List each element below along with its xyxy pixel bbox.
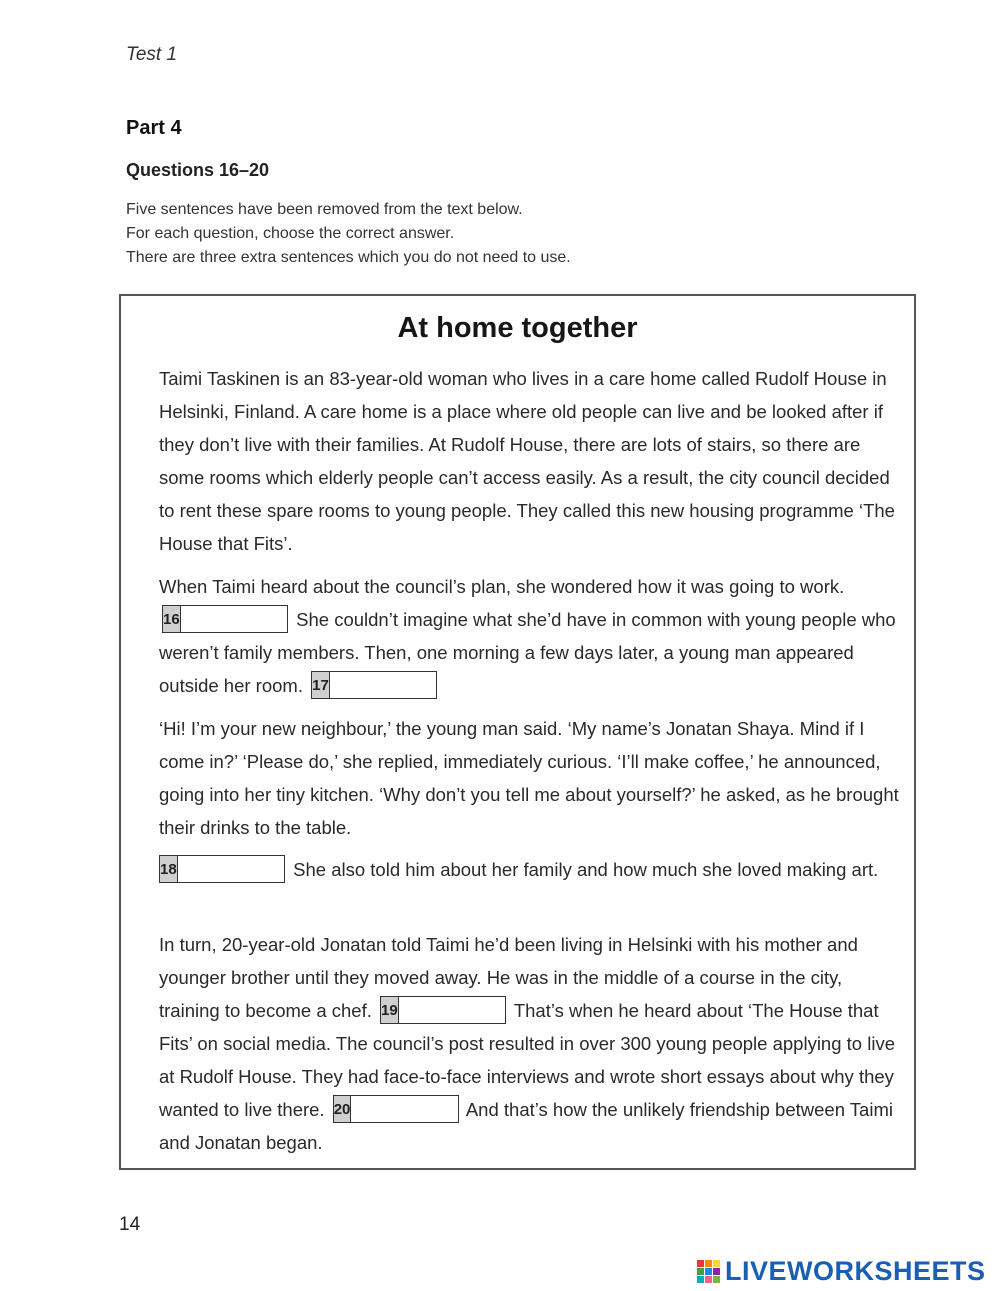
liveworksheets-logo-icon [697, 1260, 720, 1283]
questions-title: Questions 16–20 [126, 160, 270, 180]
paragraph-5-text: And that’s how the unlikely friendship between Taimi and Jonatan began. [159, 1099, 893, 1153]
article-title: At home together [397, 312, 638, 344]
logo-square [697, 1276, 704, 1283]
paragraph-2 [159, 570, 904, 702]
gap-number: 18 [160, 856, 178, 882]
test-label: Test 1 [126, 44, 178, 65]
logo-square [713, 1268, 720, 1275]
paragraph-5-text: In turn, 20-year-old Jonatan told Taimi he’d been living in Helsinki with his mother and younger brother until they moved away. He was in the middle of a course in the city, training to become a chef. [159, 934, 858, 1021]
instruction-line: There are three extra sentences which you do not need to use. [126, 249, 571, 266]
brand-text: LIVEWORKSHEETS [725, 1256, 986, 1286]
instructions [126, 198, 571, 270]
logo-square [713, 1276, 720, 1283]
paragraph-1: Taimi Taskinen is an 83-year-old woman who lives in a care home called Rudolf House in Helsinki, Finland. A care home is a place where old people can live and be looked after if they don’t live with their families. At Rudolf House, there are lots of stairs, so there are some rooms which elderly people can’t access easily. As a result, the city council decided to rent these spare rooms to young people. They called this new housing programme ‘The House that Fits’. [159, 368, 895, 554]
paragraph-3: ‘Hi! I’m your new neighbour,’ the young man said. ‘My name’s Jonatan Shaya. Mind if I come in?’ ‘Please do,’ she replied, immediately curious. ‘I’ll make coffee,’ he announced, going into her tiny kitchen. ‘Why don’t you tell me about yourself?’ he asked, as he brought their drinks to the table. [159, 718, 899, 838]
logo-square [697, 1260, 704, 1267]
logo-square [705, 1276, 712, 1283]
logo-square [705, 1260, 712, 1267]
gap-17-answer-input[interactable] [330, 672, 511, 700]
instruction-line: Five sentences have been removed from the text below. [126, 201, 523, 218]
paragraph-4-text: She also told him about her family and how much she loved making art. [293, 859, 879, 880]
paragraph-4 [159, 853, 904, 886]
gap-17[interactable] [311, 671, 437, 699]
gap-number: 20 [334, 1096, 352, 1122]
paragraph-2-text: When Taimi heard about the council’s plan, she wondered how it was going to work. [159, 576, 845, 597]
gap-16[interactable] [162, 605, 288, 633]
gap-20[interactable] [333, 1095, 459, 1123]
logo-square [705, 1268, 712, 1275]
article-box [119, 294, 916, 1170]
gap-18[interactable] [159, 855, 285, 883]
gap-number: 19 [381, 997, 399, 1023]
part-title: Part 4 [126, 117, 182, 139]
paragraph-2-text: She couldn’t imagine what she’d have in common with young people who weren’t family members. Then, one morning a few days later, a young man appeared outside her room. [159, 609, 896, 696]
logo-square [697, 1268, 704, 1275]
gap-number: 16 [163, 606, 181, 632]
page-number: 14 [119, 1214, 141, 1235]
instruction-line: For each question, choose the correct answer. [126, 225, 455, 242]
liveworksheets-brand[interactable] [697, 1256, 986, 1287]
logo-square [713, 1260, 720, 1267]
paragraph-5-text: That’s when he heard about ‘The House that Fits’ on social media. The council’s post resulted in over 300 young people applying to live at Rudolf House. They had face-to-face interviews and wrote short essays about why they wanted to live there. [159, 1000, 895, 1120]
gap-19[interactable] [380, 996, 506, 1024]
paragraph-5 [159, 928, 904, 1159]
gap-number: 17 [312, 672, 330, 698]
